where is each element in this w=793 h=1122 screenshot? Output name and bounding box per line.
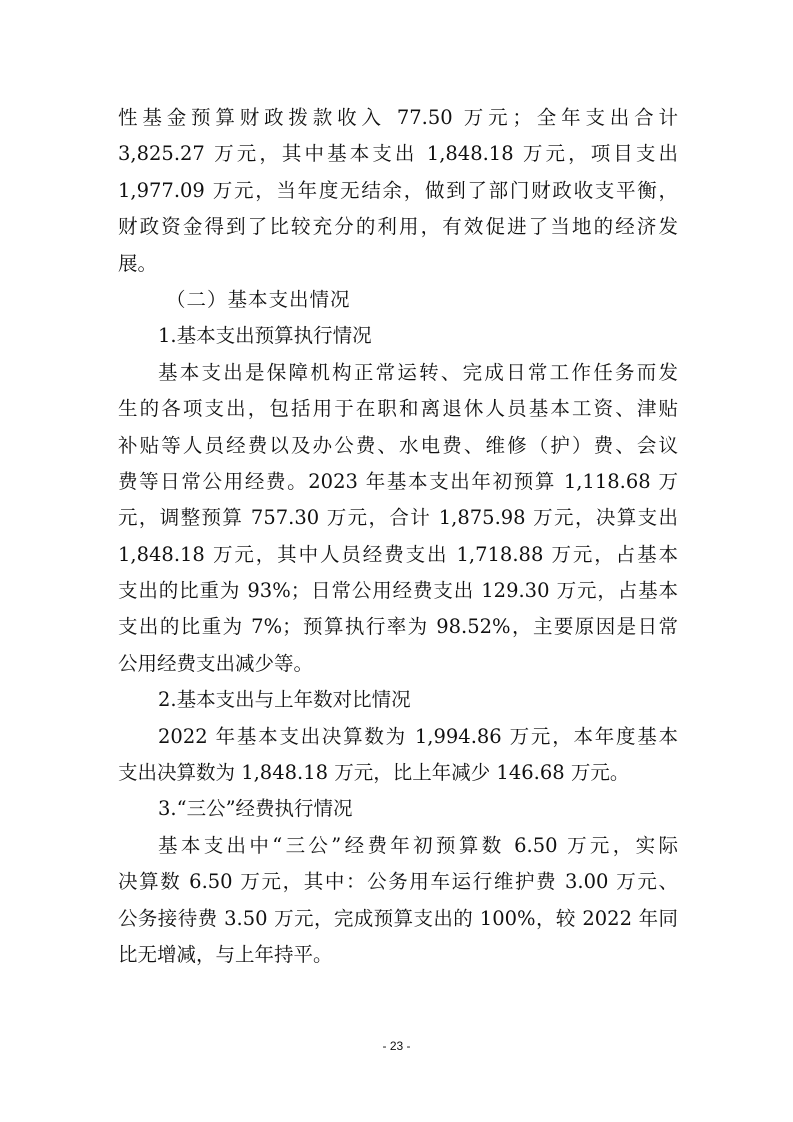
subsection-title-2: 2.基本支出与上年数对比情况 <box>158 688 411 712</box>
paragraph-basic-expenditure <box>118 355 678 683</box>
text-line: 财政资金得到了比较充分的利用，有效促进了当地的经济发 <box>118 215 678 239</box>
text-line: 1,977.09 万元，当年度无结余，做到了部门财政收支平衡， <box>118 178 678 202</box>
text-line: 比无增减，与上年持平。 <box>118 942 333 966</box>
text-line: 基本支出是保障机构正常运转、完成日常工作任务而发 <box>158 360 678 384</box>
text-line: 费等日常公用经费。2023 年基本支出年初预算 1,118.68 万 <box>118 469 678 493</box>
text-line: 性基金预算财政拨款收入 77.50 万元；全年支出合计 <box>118 106 678 129</box>
paragraph-budget-summary <box>118 100 678 282</box>
document-body <box>118 100 678 973</box>
text-line: 1,848.18 万元，其中人员经费支出 1,718.88 万元，占基本 <box>118 542 678 566</box>
text-line: 2022 年基本支出决算数为 1,994.86 万元，本年度基本 <box>158 724 678 748</box>
text-line: 支出的比重为 7%；预算执行率为 98.52%，主要原因是日常 <box>118 615 678 639</box>
subsection-title-1: 1.基本支出预算执行情况 <box>158 324 372 348</box>
paragraph-year-comparison <box>118 719 678 792</box>
text-line: 支出决算数为 1,848.18 万元，比上年减少 146.68 万元。 <box>118 761 630 785</box>
text-line: 补贴等人员经费以及办公费、水电费、维修（护）费、会议 <box>118 433 678 457</box>
section-heading: （二）基本支出情况 <box>166 287 351 311</box>
paragraph-three-public-expenses <box>118 828 678 974</box>
text-line: 展。 <box>118 251 158 275</box>
text-line: 3,825.27 万元，其中基本支出 1,848.18 万元，项目支出 <box>118 142 678 166</box>
text-line: 基本支出中“三公”经费年初预算数 6.50 万元，实际 <box>158 833 678 857</box>
text-line: 公务接待费 3.50 万元，完成预算支出的 100%，较 2022 年同 <box>118 906 678 930</box>
text-line: 决算数 6.50 万元，其中：公务用车运行维护费 3.00 万元、 <box>118 870 678 894</box>
page-number: - 23 - <box>382 1039 411 1053</box>
text-line: 公用经费支出减少等。 <box>118 651 314 675</box>
text-line: 生的各项支出，包括用于在职和离退休人员基本工资、津贴 <box>118 397 678 421</box>
subsection-title-3: 3.“三公”经费执行情况 <box>158 797 353 821</box>
text-line: 元，调整预算 757.30 万元，合计 1,875.98 万元，决算支出 <box>118 506 678 530</box>
text-line: 支出的比重为 93%；日常公用经费支出 129.30 万元，占基本 <box>118 579 678 603</box>
